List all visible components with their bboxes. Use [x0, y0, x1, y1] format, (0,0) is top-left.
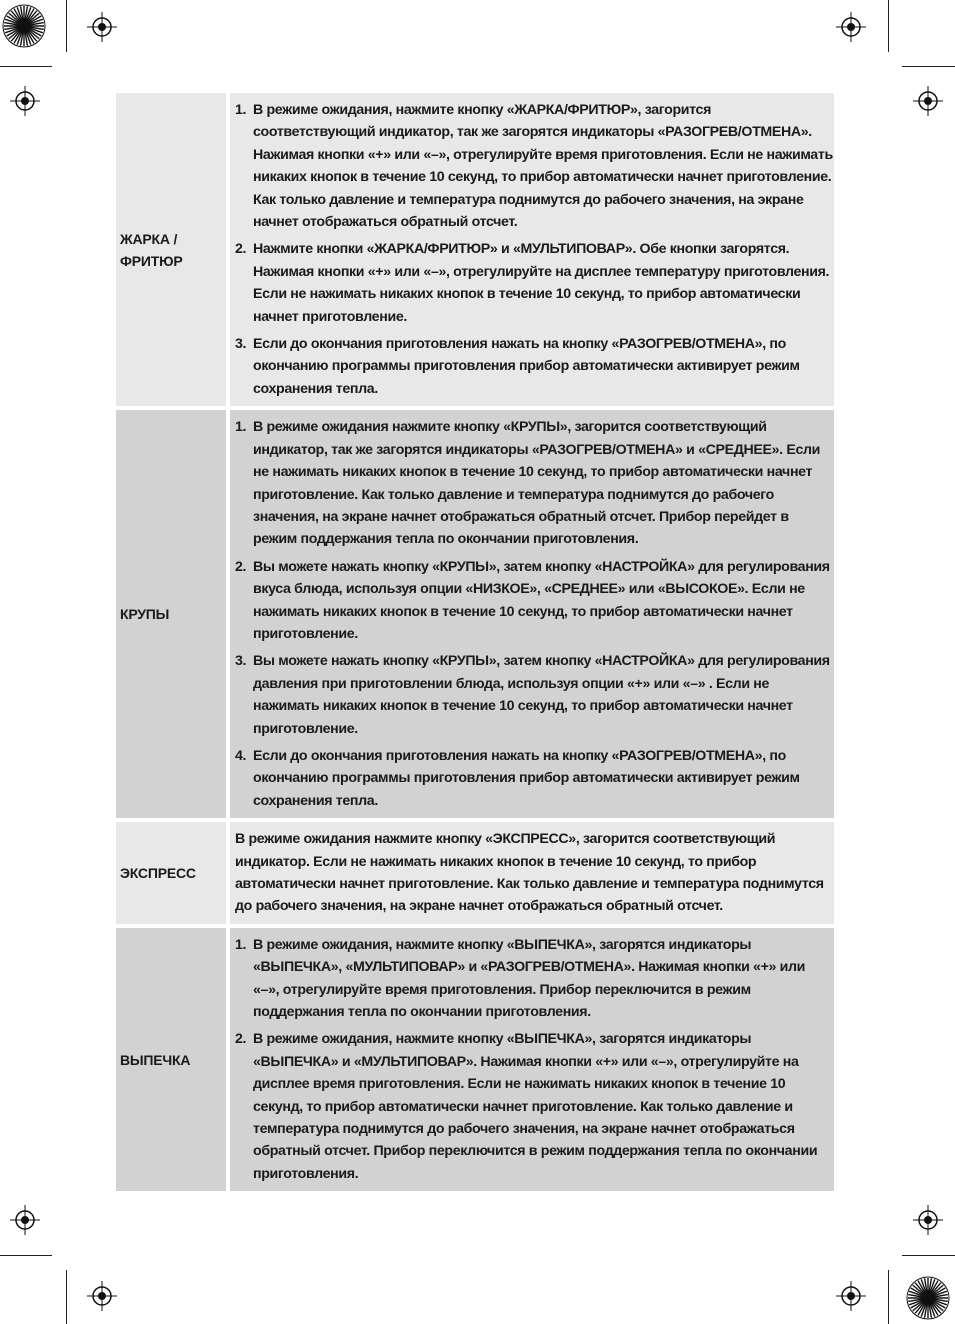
- crop-mark: [66, 0, 67, 52]
- crop-mark: [888, 0, 889, 52]
- mode-label-grains: КРУПЫ: [116, 410, 226, 818]
- registration-mark-icon: [87, 12, 117, 42]
- mode-instructions-express: [230, 822, 834, 924]
- crop-mark: [888, 1270, 889, 1324]
- registration-mark-icon: [10, 86, 40, 116]
- mode-instructions-grains: [230, 410, 834, 818]
- list-item: 3. Если до окончания приготовления нажать на кнопку «РАЗОГРЕВ/ОТМЕНА», по окончанию программы приготовления прибор автоматически активирует режим сохранения тепла.: [235, 336, 800, 397]
- list-item: 2. Вы можете нажать кнопку «КРУПЫ», затем кнопку «НАСТРОЙКА» для регулирования вкуса блюда, используя опции «НИЗКОЕ», «СРЕДНЕЕ» или «ВЫСОКОЕ». Если не нажимать никаких кнопок в течение 10 секунд, то прибор автоматически начнет приготовление.: [235, 558, 830, 642]
- list-item: 1. В режиме ожидания, нажмите кнопку «ЖАРКА/ФРИТЮР», загорится соответствующий индикатор, так же загорятся индикаторы «РАЗОГРЕВ/ОТМЕНА». Нажимая кнопки «+» или «–», отрегулируйте время приготовления. Если не нажимать никаких кнопок в течение 10 секунд, то прибор автоматически начнет приготовление. Как только давление и температура поднимутся до рабочего значения, на экране начнет отображаться обратный отсчет.: [235, 102, 833, 231]
- list-item: 1. В режиме ожидания нажмите кнопку «КРУПЫ», загорится соответствующий индикатор, так же загорятся индикаторы «РАЗОГРЕВ/ОТМЕНА» и «СРЕДНЕЕ». Если не нажимать никаких кнопок в течение 10 секунд, то прибор автоматически начнет приготовление. Как только давление и температура поднимутся до рабочего значения, на экране начнет отображаться обратный отсчет. Прибор перейдет в режим поддержания тепла по окончании приготовления.: [235, 419, 821, 548]
- color-starburst-icon: [906, 1276, 950, 1320]
- mode-label-express: ЭКСПРЕСС: [116, 822, 226, 924]
- list-item: 3. Вы можете нажать кнопку «КРУПЫ», затем кнопку «НАСТРОЙКА» для регулирования давления при приготовлении блюда, используя опции «+» или «–» . Если не нажимать никаких кнопок в течение 10 секунд, то прибор автоматически начнет приготовление.: [235, 653, 830, 737]
- table-row-grains: [116, 410, 834, 818]
- mode-label-baking: ВЫПЕЧКА: [116, 928, 226, 1191]
- list-item: 1. В режиме ожидания, нажмите кнопку «ВЫПЕЧКА», загорятся индикаторы «ВЫПЕЧКА», «МУЛЬТИПОВАР» и «РАЗОГРЕВ/ОТМЕНА». Нажимая кнопки «+» или «–», отрегулируйте время приготовления. Прибор переключится в режим поддержания тепла по окончании приготовления.: [235, 936, 806, 1021]
- mode-instructions-fry: [230, 93, 834, 406]
- table-row-fry: [116, 93, 834, 406]
- list-item: 2. Нажмите кнопки «ЖАРКА/ФРИТЮР» и «МУЛЬТИПОВАР». Обе кнопки загорятся. Нажимая кнопки «+» или «–», отрегулируйте на дисплее температуру приготовления. Если не нажимать никаких кнопок в течение 10 секунд, то прибор автоматически начнет приготовление.: [235, 241, 830, 325]
- crop-mark: [0, 66, 52, 67]
- crop-mark: [0, 1255, 52, 1256]
- list-item: 2. В режиме ожидания, нажмите кнопку «ВЫПЕЧКА», загорятся индикаторы «ВЫПЕЧКА» и «МУЛЬТИПОВАР». Нажимая кнопки «+» или «–», отрегулируйте на дисплее время приготовления. Если не нажимать никаких кнопок в течение 10 секунд, то прибор автоматически начнет приготовление. Как только давление и температура поднимутся до рабочего значения, на экране начнет отображаться обратный отсчет. Прибор переключится в режим поддержания тепла по окончании приготовления.: [235, 1031, 818, 1182]
- crop-mark: [66, 1270, 67, 1324]
- crop-mark: [902, 1255, 955, 1256]
- registration-mark-icon: [836, 1281, 866, 1311]
- mode-instructions-baking: [230, 928, 834, 1191]
- list-item: 4. Если до окончания приготовления нажать на кнопку «РАЗОГРЕВ/ОТМЕНА», по окончанию программы приготовления прибор автоматически активирует режим сохранения тепла.: [235, 747, 800, 809]
- registration-mark-icon: [913, 1205, 943, 1235]
- crop-mark: [902, 66, 955, 67]
- mode-label-fry: ЖАРКА / ФРИТЮР: [116, 93, 226, 406]
- paragraph: В режиме ожидания нажмите кнопку «ЭКСПРЕСС», загорится соответствующий индикатор. Если не нажимать никаких кнопок в течение 10 секунд, то прибор автоматически начнет приготовление. Как только давление и температура поднимутся до рабочего значения, на экране начнет отображаться обратный отсчет.: [235, 831, 824, 915]
- table-row-express: [116, 822, 834, 924]
- registration-mark-icon: [10, 1205, 40, 1235]
- mode-instructions-table: [116, 93, 834, 1191]
- table-row-baking: [116, 928, 834, 1191]
- registration-mark-icon: [87, 1281, 117, 1311]
- registration-mark-icon: [836, 12, 866, 42]
- color-starburst-icon: [2, 4, 46, 48]
- registration-mark-icon: [913, 86, 943, 116]
